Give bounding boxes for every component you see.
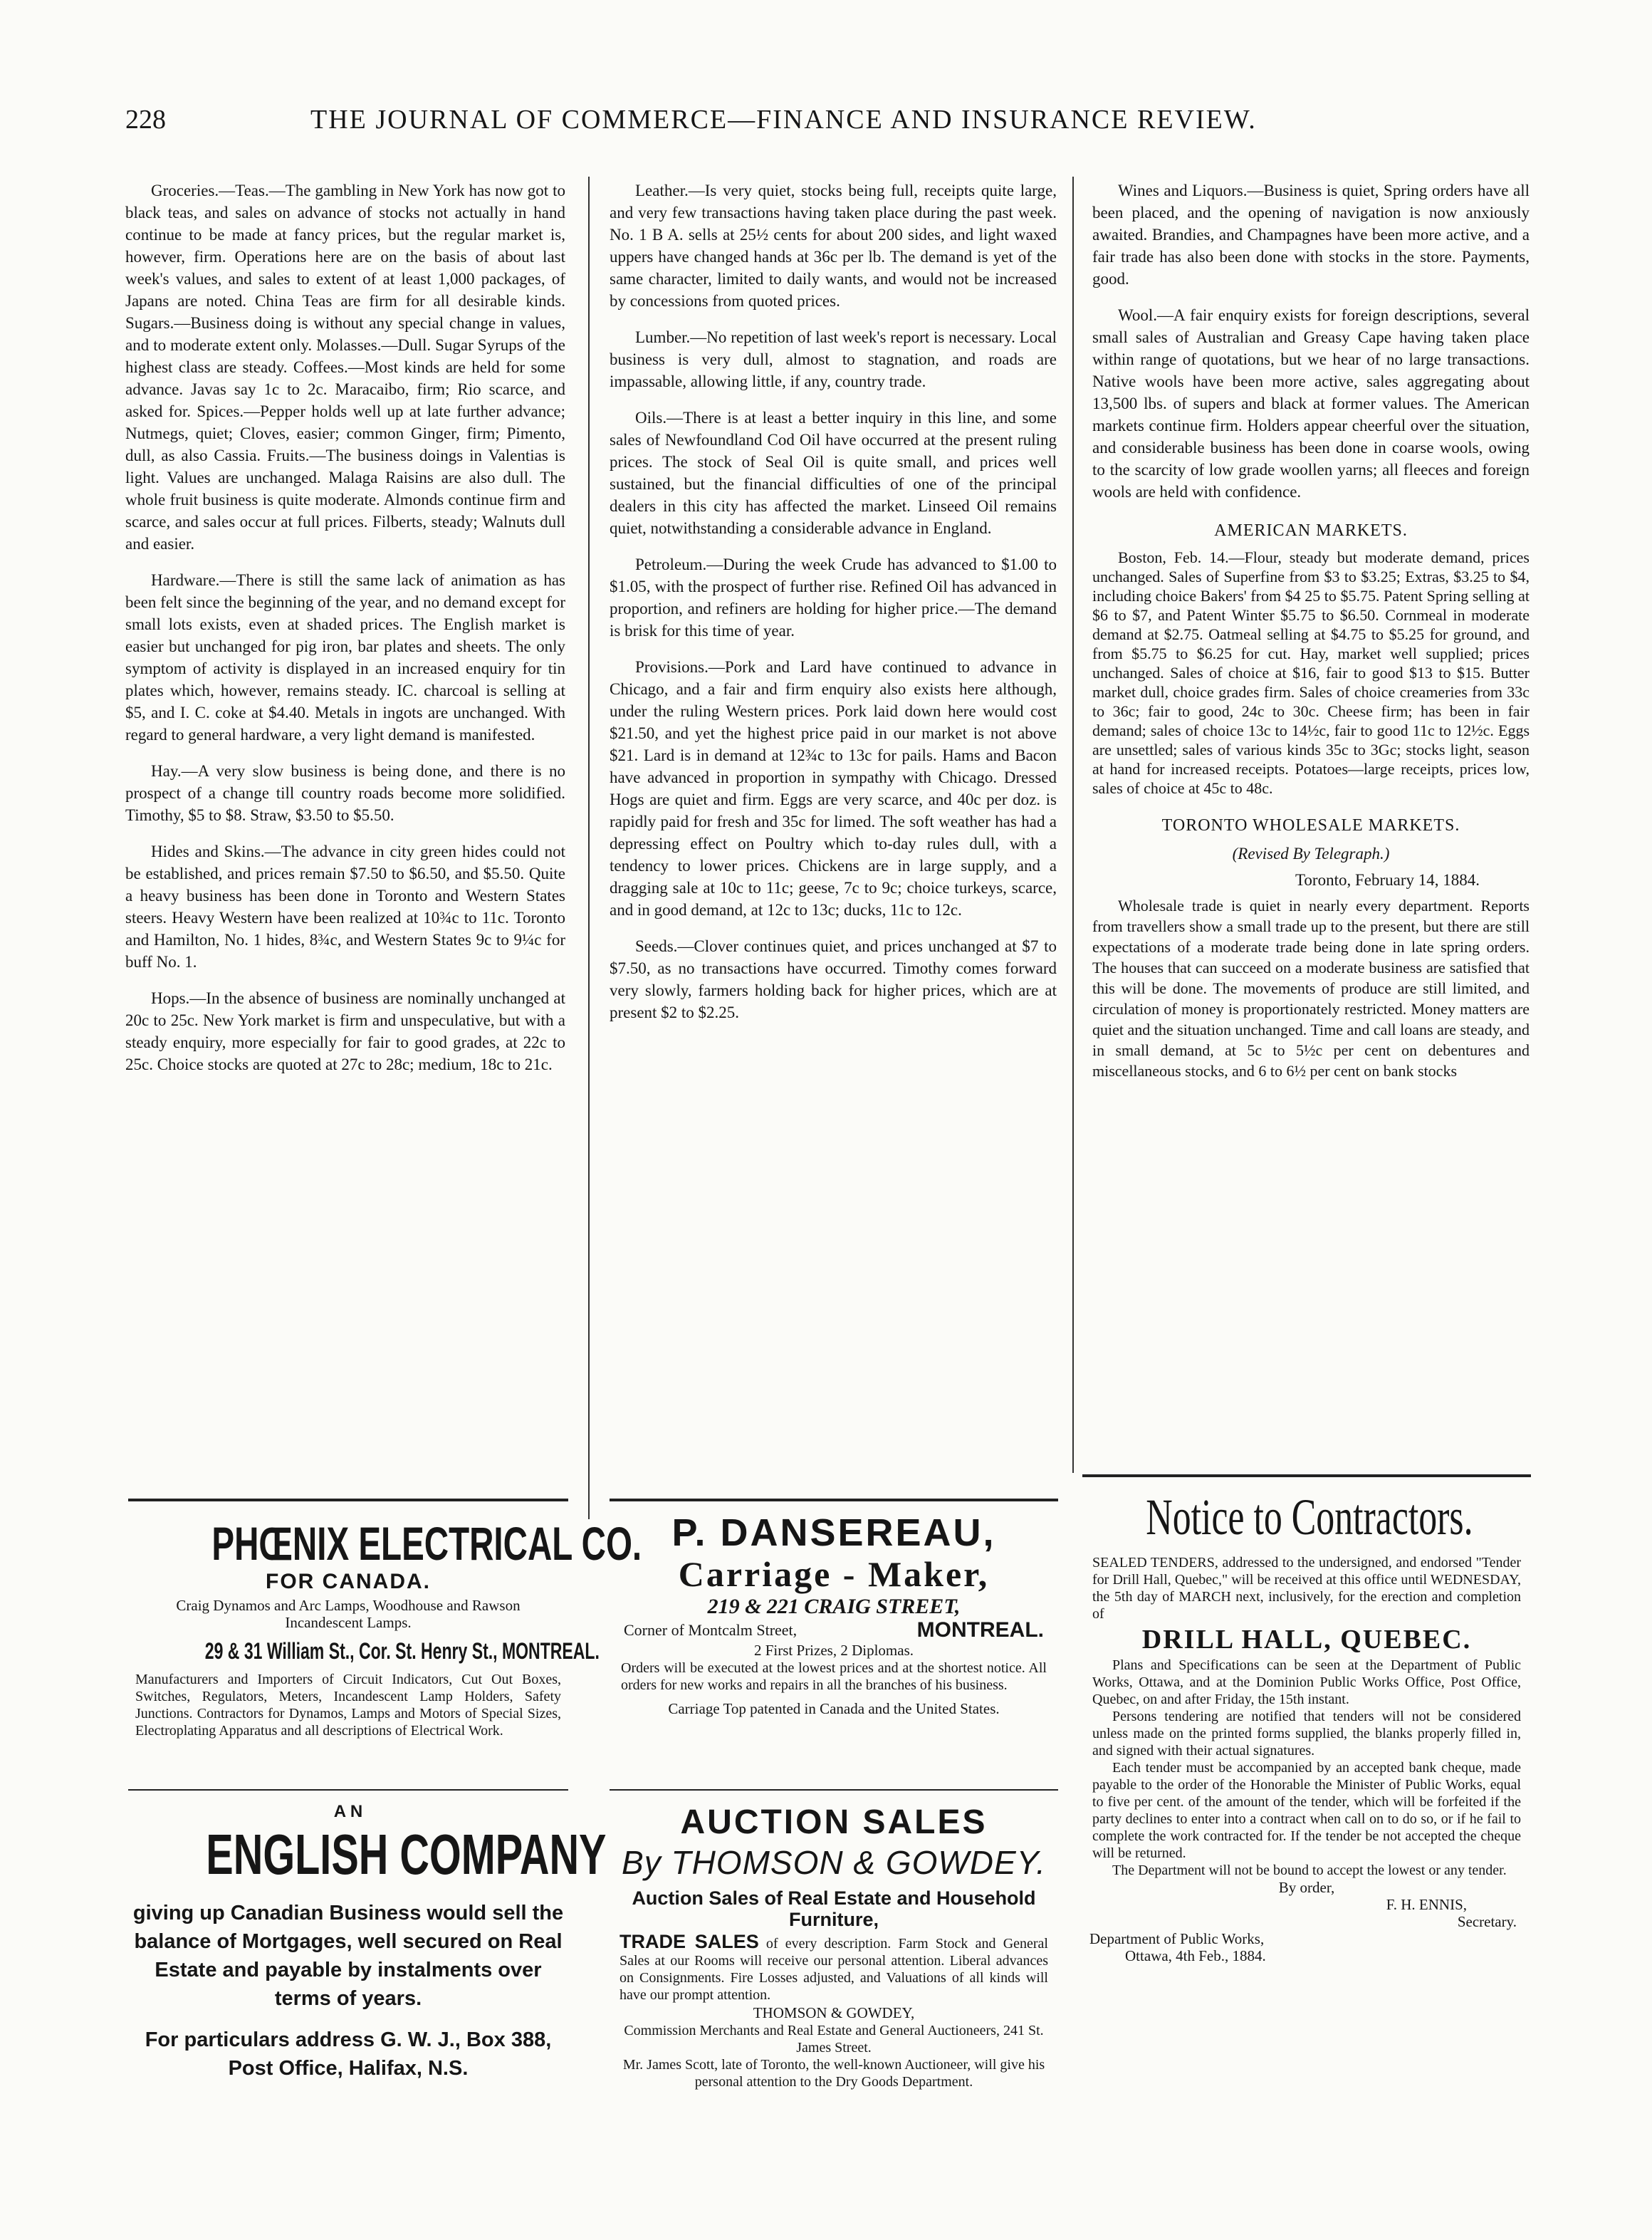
- seeds-report: Seeds.—Clover continues quiet, and prices unchanged at $7 to $7.50, as no transactions have occurred. Timothy comes forward very slowly, farmers holding back for higher prices, which are at present $2 to $2.25.: [610, 937, 1057, 1021]
- english-company-ad: [128, 1802, 607, 2083]
- provisions-report: Provisions.—Pork and Lard have continued to advance in Chicago, and a fair and firm enquiry also exists here although, under the ruling Western prices. Pork laid down here would cost $21.50, and yet the highest price paid in our market is not above $21. Lard is in demand at 12¾c to 13c for pails. Hams and Bacon have advanced in proportion in sympathy with Chicago. Dressed Hogs are quiet and firm. Eggs are very scarce, and 40c per doz. is rapidly paid for fresh and 35c for limed. The soft weather has had a depressing effect on Poultry which to-day rules dull, with a tendency to lower prices. Chickens are in large supply, and a dragging sale at 10c to 11c; geese, 7c to 9c; choice turkeys, scarce, and in good demand, at 12c to 13c; ducks, 11c to 12c.: [610, 658, 1057, 919]
- phoenix-electrical-ad: [128, 1517, 642, 1739]
- notice-date: Ottawa, 4th Feb., 1884.: [1125, 1947, 1266, 1964]
- auction-sales-ad: [610, 1802, 1058, 2090]
- phoenix-address: 29 & 31 William St., Cor. St. Henry St., MONTREAL.: [204, 1638, 600, 1664]
- market-column-1: [125, 179, 565, 1090]
- notice-building: DRILL HALL, QUEBEC.: [1141, 1625, 1472, 1655]
- wines-report: Wines and Liquors.—Business is quiet, Spring orders have all been placed, and the opening of navigation is now anxiously awaited. Brandies, and Champagnes have been more active, and a fair trade has also been done with stocks in the store. Payments, good.: [1092, 182, 1530, 288]
- notice-tender-call: SEALED TENDERS, addressed to the undersigned, and endorsed "Tender for Drill Hall, Quebec," will be received at this office until WEDNESDAY, the 5th day of MARCH next, inclusively, for the erection and completion of: [1092, 1555, 1521, 1622]
- ad-divider-phoenix-english: [128, 1789, 568, 1791]
- dansereau-name: P. DANSEREAU,: [671, 1511, 996, 1554]
- toronto-dateline: Toronto, February 14, 1884.: [1295, 871, 1480, 889]
- dansereau-patent: Carriage Top patented in Canada and the United States.: [668, 1700, 1000, 1717]
- hides-report: Hides and Skins.—The advance in city green hides could not be established, and prices remain $7.50 to $6.50, and $5.50. Quite a heavy business has been done in Toronto and Western States steers. Heavy Western have been realized at 10¾c to 11c. Toronto and Hamilton, No. 1 hides, 8¾c, and Western States 9c to 9¼c for buff No. 1.: [125, 843, 565, 971]
- petroleum-report: Petroleum.—During the week Crude has advanced to $1.00 to $1.05, with the prospect of further rise. Refined Oil has advanced in proportion, and refiners are holding for higher price.—The demand is brisk for this time of year.: [610, 556, 1057, 640]
- page-number: 228: [125, 105, 166, 135]
- hops-report: Hops.—In the absence of business are nominally unchanged at 20c to 25c. New York market is firm and unspeculative, but with a steady enquiry, more especially for fair to good grades, at 22c to 25c. Choice stocks are quoted at 27c to 28c; medium, 18c to 21c.: [125, 989, 565, 1073]
- column-divider-2: [1072, 177, 1074, 1473]
- auction-firm-name: THOMSON & GOWDEY,: [753, 2004, 915, 2021]
- notice-plans: Plans and Specifications can be seen at the Department of Public Works, Ottawa, and at the Dominion Public Works Office, Post Office, Quebec, on and after Friday, the 15th instant.: [1092, 1657, 1521, 1707]
- journal-title: THE JOURNAL OF COMMERCE—FINANCE AND INSURANCE REVIEW.: [310, 105, 1257, 135]
- oils-report: Oils.—There is at least a better inquiry in this line, and some sales of Newfoundland Cod Oil have occurred at the present ruling prices. The stock of Seal Oil is quite small, and prices well sustained, but the financial difficulties of one of the principal dealers in this city has affected the market. Linseed Oil remains quiet, notwithstanding a considerable advance in England.: [610, 409, 1057, 537]
- ad-divider-dansereau-auction: [610, 1789, 1058, 1791]
- dansereau-trade: Carriage - Maker,: [678, 1554, 990, 1594]
- auction-subtitle: Auction Sales of Real Estate and Household Furniture,: [632, 1887, 1036, 1930]
- leather-report: Leather.—Is very quiet, stocks being full, receipts quite large, and very few transactions having taken place during the past week. No. 1 B A. sells at 25½ cents for about 200 sides, and light waxed uppers have changed hands at 36c per lb. The demand is yet of the same character, limited to daily wants, and would not be increased by concessions from quoted prices.: [610, 182, 1057, 310]
- notice-title: Notice to Contractors.: [1146, 1489, 1473, 1546]
- notice-to-contractors: [1082, 1489, 1531, 1964]
- auction-scott-note: Mr. James Scott, late of Toronto, the well-known Auctioneer, will give his personal attention to the Dry Goods Department.: [622, 2057, 1045, 2090]
- lumber-report: Lumber.—No repetition of last week's report is necessary. Local business is very dull, almost to stagnation, and roads are impassable, allowing little, if any, country trade.: [610, 328, 1057, 390]
- dansereau-carriage-ad: [610, 1511, 1058, 1719]
- auction-description: of every description. Farm Stock and General Sales at our Rooms will receive our personal attention. Liberal advances on Consignments. Fire Losses adjusted, and Valuations of all kinds will have our prompt attention.: [620, 1936, 1048, 2003]
- phoenix-description: Manufacturers and Importers of Circuit Indicators, Cut Out Boxes, Switches, Regulators, Meters, Incandescent Lamp Holders, Safety Junctions. Contractors for Dynamos, Lamps and Motors of Special Sizes, Electroplating Apparatus and all descriptions of Electrical Work.: [135, 1672, 561, 1739]
- auction-firm-description: Commission Merchants and Real Estate and General Auctioneers, 241 St. James Street.: [624, 2023, 1044, 2056]
- dansereau-city: MONTREAL.: [916, 1618, 1044, 1642]
- toronto-markets-heading: TORONTO WHOLESALE MARKETS.: [1161, 816, 1460, 835]
- toronto-markets-subheading: (Revised By Telegraph.): [1232, 845, 1390, 863]
- toronto-markets-report: Wholesale trade is quiet in nearly every department. Reports from travellers show a small trade up to the present, but there are still expectations of a moderate trade being done in late spring orders. The houses that can succeed on a moderate business are satisfied that this will be done. The movements of produce are still limited, and circulation of money is proportionately restricted. Money matters are quiet and the situation unchanged. Time and call loans are steady, and in small demand, at 5c to 5½c per cent on debentures and miscellaneous stocks, and 6 to 6½ per cent on bank stocks: [1092, 897, 1530, 1080]
- dansereau-street: 219 & 221 CRAIG STREET,: [707, 1595, 961, 1618]
- notice-by-order: By order,: [1278, 1879, 1335, 1896]
- market-column-2: [610, 179, 1057, 1038]
- notice-forms: Persons tendering are notified that tenders will not be considered unless made on the printed forms supplied, the blanks properly filled in, and signed with their actual signatures.: [1092, 1709, 1521, 1759]
- american-markets-report: Boston, Feb. 14.—Flour, steady but moderate demand, prices unchanged. Sales of Superfine from $3 to $3.25; Extras, $3.25 to $4, including choice Bakers' from $4 25 to $5.75. Patent Spring selling at $6 to $7, and Patent Winter $5.75 to $6.50. Cornmeal in moderate demand at $2.75. Oatmeal selling at $4.75 to $5.25 for ground, and from $5.75 to $6.25 for cut. Hay, market well supplied; prices unchanged. Sales of choice at $16, fair to good $13 to $15. Butter market dull, choice grades firm. Sales of choice creameries from 33c to 36c; fair to good, 24c to 30c. Cheese firm; has been in fair demand; sales of choice 13c to 14½c, fair to good 11c to 12½c. Eggs are unsettled; sales of various kinds 35c to 3Gc; stocks light, season at hand for increased receipts. Potatoes—large receipts, prices low, sales of choice at 45c to 48c.: [1092, 548, 1530, 797]
- dansereau-corner: Corner of Montcalm Street,: [624, 1621, 798, 1639]
- page-header: [125, 104, 1525, 147]
- phoenix-products: Craig Dynamos and Arc Lamps, Woodhouse and Rawson Incandescent Lamps.: [176, 1597, 521, 1631]
- notice-cheque: Each tender must be accompanied by an accepted bank cheque, made payable to the order of the Honorable the Minister of Public Works, equal to five per cent. of the amount of the tender, which will be forfeited if the party declines to enter into a contract when call on to do so, or if he fail to complete the work contracted for. If the tender be not accepted the cheque will be returned.: [1092, 1760, 1521, 1861]
- ad-rule-middle: [610, 1499, 1058, 1501]
- hardware-report: Hardware.—There is still the same lack of animation as has been felt since the beginning of the year, and no demand except for small lots exists, even at shaded prices. The English market is easier but unchanged for pig iron, bar plates and sheets. The only symptom of activity is displayed in an increased enquiry for tin plates which, however, remains steady. IC. charcoal is selling at $5, and I. C. coke at $4.40. Metals in ingots are unchanged. With regard to general hardware, a very light demand is manifested.: [125, 571, 565, 744]
- notice-signer-title: Secretary.: [1457, 1913, 1517, 1930]
- notice-department: Department of Public Works,: [1089, 1930, 1265, 1947]
- american-markets-heading: AMERICAN MARKETS.: [1214, 521, 1408, 540]
- auction-title: AUCTION SALES: [680, 1803, 988, 1841]
- phoenix-subtitle: FOR CANADA.: [266, 1570, 431, 1593]
- ad-rule-right: [1082, 1474, 1531, 1477]
- auction-trade-sales-label: TRADE SALES: [620, 1931, 759, 1952]
- english-company-offer: giving up Canadian Business would sell the balance of Mortgages, well secured on Real Estate and payable by instalments over terms of years.: [132, 1902, 564, 2010]
- english-company-name: ENGLISH COMPANY: [206, 1823, 607, 1886]
- wool-report: Wool.—A fair enquiry exists for foreign descriptions, several small sales of Australian and Greasy Cape having taken place within range of quotations, but we hear of no large transactions. Native wools have been more active, sales aggregating about 13,500 lbs. of supers and black at former values. The American markets continue firm. Holders appear cheerful over the situation, and considerable business has been done in coarse wools, owing to the scarcity of low grade woollen yarns; all fleeces and foreign wools are held with confidence.: [1092, 306, 1530, 501]
- hay-report: Hay.—A very slow business is being done, and there is no prospect of a change till country roads become more solidified. Timothy, $5 to $8. Straw, $3.50 to $5.50.: [125, 762, 565, 824]
- market-column-3: [1092, 179, 1530, 1095]
- dansereau-prizes: 2 First Prizes, 2 Diplomas.: [754, 1642, 914, 1659]
- auction-firm-heading: By THOMSON & GOWDEY.: [622, 1844, 1046, 1881]
- notice-signer: F. H. ENNIS,: [1386, 1896, 1467, 1913]
- groceries-report: Groceries.—Teas.—The gambling in New York has now got to black teas, and sales on advance of stocks not actually in hand continue to be made at fancy prices, but the regular market is, however, firm. Operations here are on the basis of about last week's values, and sales to extent of at least 1,000 packages, of Japans are noted. China Teas are firm for all desirable kinds. Sugars.—Business doing is without any special change in values, and to moderate extent only. Molasses.—Dull. Sugar Syrups of the highest class are steady. Coffees.—Most kinds are held for some advance. Javas say 1c to 2c. Maracaibo, firm; Rio scarce, and asked for. Spices.—Pepper holds well up at late further advance; Nutmegs, quiet; Cloves, easier; common Ginger, firm; Pimento, dull, as also Cassia. Fruits.—The business doings in Valentias is light. Values are unchanged. Malaga Raisins are also dull. The whole fruit business is quite moderate. Almonds continue firm and scarce, and sales occur at full prices. Filberts, steady; Walnuts dull and easier.: [125, 182, 565, 553]
- ad-rule-left: [128, 1499, 568, 1501]
- english-company-an: A N: [333, 1802, 363, 1821]
- english-company-contact: For particulars address G. W. J., Box 388, Post Office, Halifax, N.S.: [145, 2028, 552, 2080]
- dansereau-description: Orders will be executed at the lowest prices and at the shortest notice. All orders for new works and repairs in all the branches of his business.: [621, 1660, 1047, 1693]
- notice-not-bound: The Department will not be bound to accept the lowest or any tender.: [1112, 1863, 1507, 1878]
- column-divider-1: [588, 177, 590, 1519]
- phoenix-company-name: PHŒNIX ELECTRICAL CO.: [211, 1517, 642, 1570]
